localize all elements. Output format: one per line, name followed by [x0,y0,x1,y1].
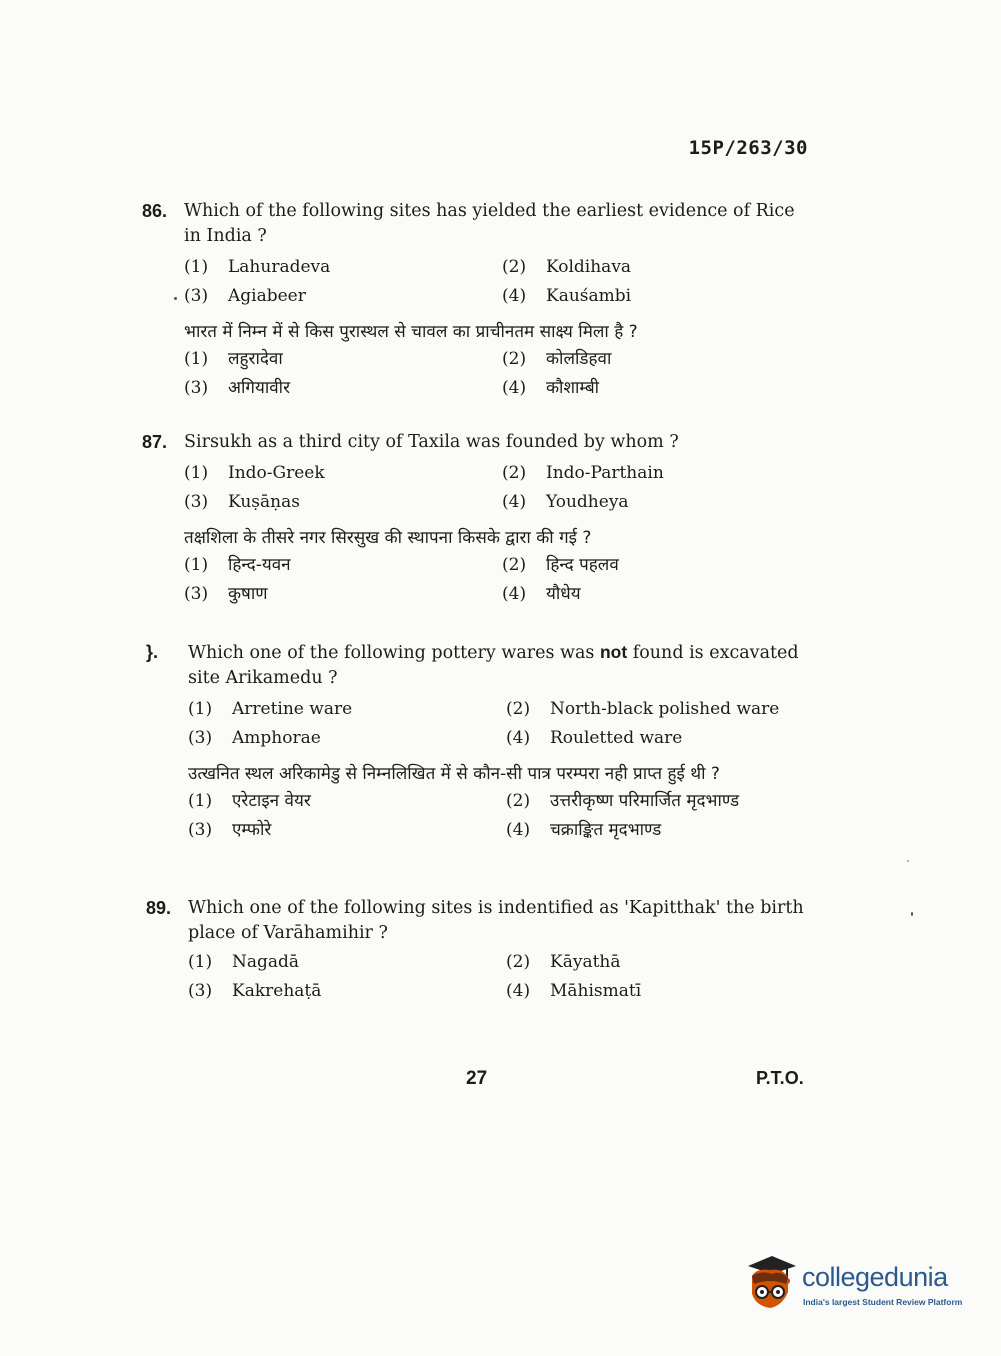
question-88 [146,640,816,843]
brand-tagline: India's largest Student Review Platform [803,1297,963,1307]
options-hi [188,789,816,843]
option: (1) हिन्द-यवन [184,555,291,575]
collegedunia-watermark [742,1252,972,1316]
question-number: 89. [146,898,172,918]
option: (3) Amphorae [188,728,321,748]
option: (4) Rouletted ware [506,728,683,748]
scan-speck [911,912,913,916]
option: (3) Kuṣāṇas [184,492,300,512]
question-number: 87. [142,432,168,452]
option: (4) Māhismatī [506,981,642,1001]
mascot-logo-icon [742,1252,798,1316]
option: (2) उत्तरीकृष्ण परिमार्जित मृदभाण्ड [506,791,740,811]
options-en [188,697,816,751]
options-hi [184,553,812,607]
option: (4) Youdheya [502,492,629,512]
option: (2) कोलडिहवा [502,349,612,369]
options-en [184,461,812,515]
option: (4) यौधेय [502,584,581,604]
question-87 [142,430,812,607]
option: (1) एरेटाइन वेयर [188,791,311,811]
options-hi [184,347,812,401]
option: (2) हिन्द पहलव [502,555,619,575]
question-text-en: Which one of the following pottery wares was not found is excavated site Arikamedu ? [188,642,799,688]
option: (1) Nagadā [188,952,300,972]
option: (3) Agiabeer [184,286,306,306]
option: (2) North-black polished ware [506,699,780,719]
options-en [188,950,816,1004]
option: (1) Lahuradeva [184,257,331,277]
option: (2) Indo-Parthain [502,463,664,483]
question-text-hi: उत्खनित स्थल अरिकामेडु से निम्नलिखित में से कौन-सी पात्र परम्परा नही प्राप्त हुई थी ? [188,764,720,784]
page-number: 27 [466,1068,488,1089]
option: (3) Kakrehaṭā [188,981,322,1001]
options-en [184,255,812,309]
question-text-en: Which one of the following sites is indentified as 'Kapitthak' the birth place of Varāhamihir ? [188,898,804,943]
question-number: }. [146,642,159,662]
option: (3) एम्फोरे [188,820,272,840]
scan-speck [174,297,177,300]
question-89 [146,896,816,1004]
brand-name: collegedunia [802,1262,948,1292]
option: (3) अगियावीर [184,378,291,398]
option: (1) लहुरादेवा [184,349,283,369]
option: (2) Kāyathā [506,952,621,972]
pto-label: P.T.O. [756,1068,804,1088]
question-86 [142,199,812,401]
question-number: 86. [142,201,168,221]
question-text-hi: तक्षशिला के तीसरे नगर सिरसुख की स्थापना किसके द्वारा की गई ? [184,528,592,548]
question-text-hi: भारत में निम्न में से किस पुरास्थल से चावल का प्राचीनतम साक्ष्य मिला है ? [184,322,638,342]
option: (2) Koldihava [502,257,632,277]
option: (4) चक्राङ्कित मृदभाण्ड [506,820,662,840]
option: (4) Kauśambi [502,286,632,306]
paper-code: 15P/263/30 [688,137,808,159]
scan-speck [907,860,909,862]
option: (1) Arretine ware [188,699,353,719]
question-text-en: Which of the following sites has yielded the earliest evidence of Rice in India ? [184,201,795,246]
option: (3) कुषाण [184,584,268,604]
option: (1) Indo-Greek [184,463,325,483]
question-text-en: Sirsukh as a third city of Taxila was founded by whom ? [184,432,679,452]
option: (4) कौशाम्बी [502,378,600,398]
